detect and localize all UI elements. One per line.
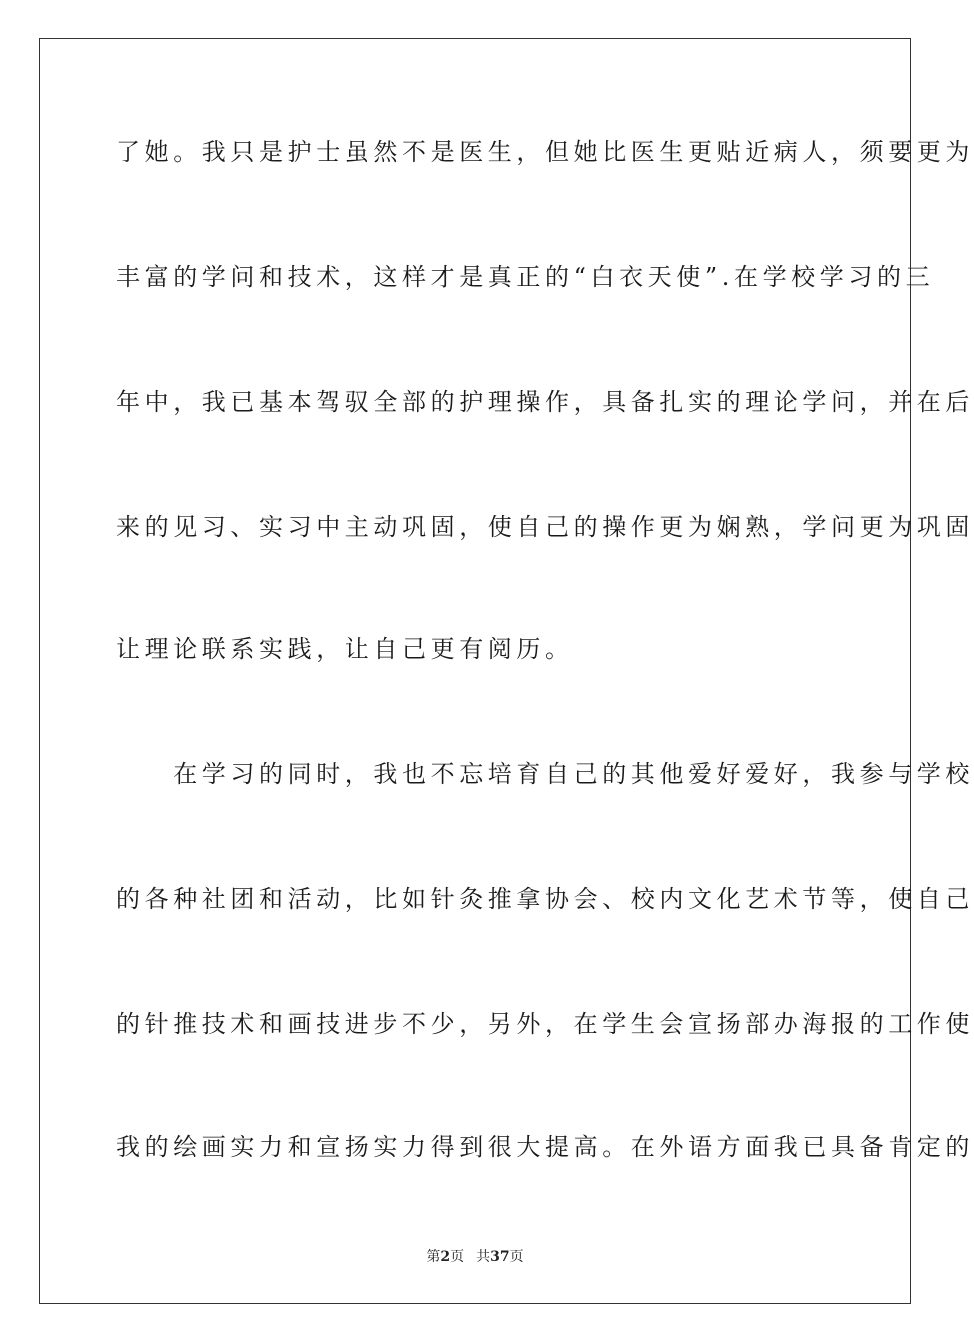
body-line-3: 年中，我已基本驾驭全部的护理操作，具备扎实的理论学问，并在后 bbox=[116, 388, 974, 416]
footer-page-prefix: 第 bbox=[426, 1249, 441, 1265]
body-line-5: 让理论联系实践，让自己更有阅历。 bbox=[116, 635, 574, 663]
body-line-4: 来的见习、实习中主动巩固，使自己的操作更为娴熟，学问更为巩固 bbox=[116, 513, 974, 541]
body-line-6: 在学习的同时，我也不忘培育自己的其他爱好爱好，我参与学校 bbox=[116, 760, 974, 788]
page-border bbox=[39, 38, 974, 1304]
footer-page-number: 2 bbox=[440, 1249, 451, 1265]
body-line-9: 我的绘画实力和宣扬实力得到很大提高。在外语方面我已具备肯定的 bbox=[116, 1133, 974, 1161]
body-line-2: 丰富的学问和技术，这样才是真正的“白衣天使”.在学校学习的三 bbox=[116, 263, 935, 291]
body-line-7: 的各种社团和活动，比如针灸推拿协会、校内文化艺术节等，使自己 bbox=[116, 885, 974, 913]
footer-total-pages: 37 bbox=[490, 1249, 510, 1265]
footer-page-suffix: 页 bbox=[450, 1249, 465, 1265]
footer-total-suffix: 页 bbox=[509, 1249, 524, 1265]
page-footer bbox=[0, 1248, 950, 1266]
body-line-1: 了她。我只是护士虽然不是医生，但她比医生更贴近病人，须要更为 bbox=[116, 138, 974, 166]
body-line-8: 的针推技术和画技进步不少，另外，在学生会宣扬部办海报的工作使 bbox=[116, 1010, 974, 1038]
footer-total-prefix: 共 bbox=[476, 1249, 491, 1265]
